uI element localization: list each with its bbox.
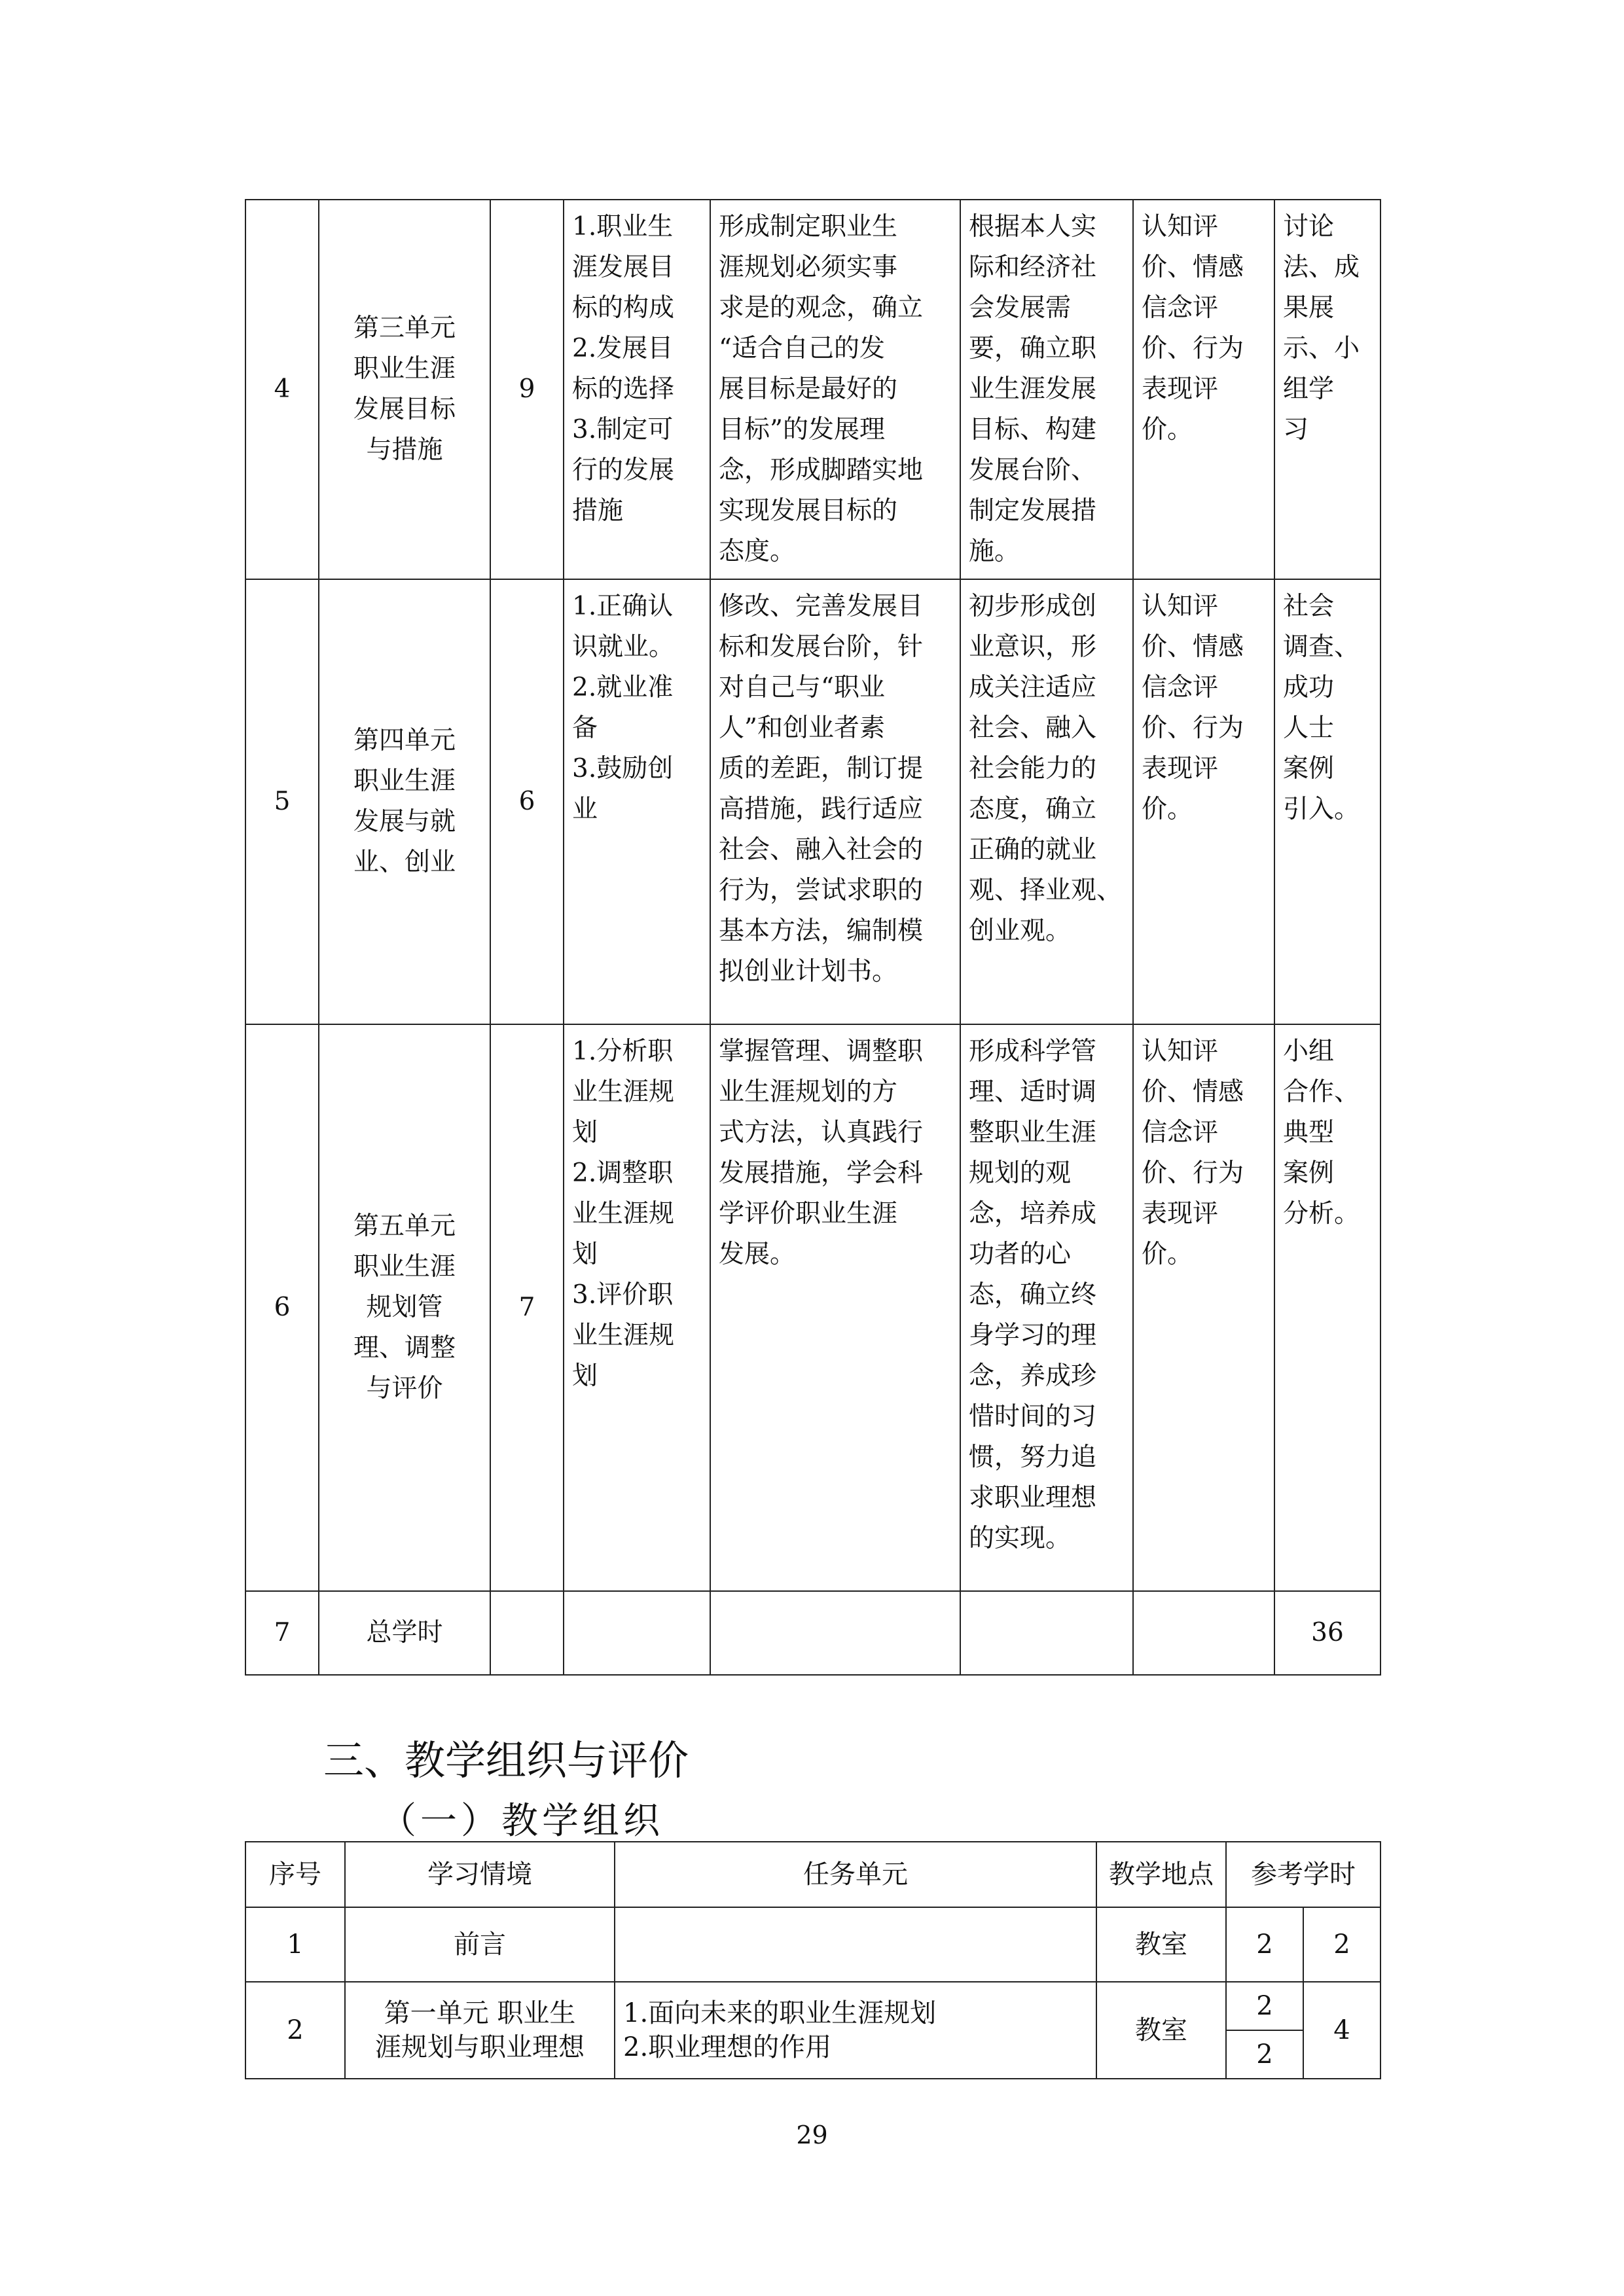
row-hours: 7	[490, 1024, 564, 1591]
row-place: 教室	[1096, 1907, 1226, 1982]
row-goal-attitude: 形成科学管 理、适时调 整职业生涯 规划的观 念，培养成 功者的心 态，确立终 身学习的理 念，养成珍 惜时间的习 惯，努力追 求职业理想 的实现。	[960, 1024, 1133, 1591]
row-no: 6	[245, 1024, 319, 1591]
table-row	[245, 1907, 1380, 1982]
row-goal-knowledge: 修改、完善发展目 标和发展台阶，针 对自己与“职业 人”和创业者素 质的差距，制订提 高措施，践行适应 社会、融入社会的 行为，尝试求职的 基本方法，编制模 拟创业计划书。	[710, 579, 960, 1024]
sub-heading: （一）教学组织	[380, 1800, 664, 1842]
section-heading: 三、教学组织与评价	[323, 1736, 689, 1784]
row-no: 1	[245, 1907, 345, 1982]
header-place: 教学地点	[1096, 1842, 1226, 1907]
empty-cell	[960, 1591, 1133, 1675]
empty-cell	[490, 1591, 564, 1675]
row-hours-a: 2	[1226, 1907, 1303, 1982]
row-hours-a: 2	[1226, 1982, 1303, 2030]
row-content: 1.职业生 涯发展目 标的构成 2.发展目 标的选择 3.制定可 行的发展 措施	[564, 200, 710, 579]
row-hours: 9	[490, 200, 564, 579]
empty-cell	[710, 1591, 960, 1675]
header-no: 序号	[245, 1842, 345, 1907]
header-scene: 学习情境	[345, 1842, 615, 1907]
row-method: 讨论 法、成 果展 示、小 组学 习	[1274, 200, 1380, 579]
row-no: 4	[245, 200, 319, 579]
table-row	[245, 1024, 1380, 1591]
header-task: 任务单元	[615, 1842, 1096, 1907]
row-evaluation: 认知评 价、情感 信念评 价、行为 表现评 价。	[1133, 200, 1274, 579]
row-hours-b: 4	[1303, 1982, 1380, 2079]
row-goal-attitude: 根据本人实 际和经济社 会发展需 要，确立职 业生涯发展 目标、构建 发展台阶、 制定发展措 施。	[960, 200, 1133, 579]
row-goal-knowledge: 形成制定职业生 涯规划必须实事 求是的观念，确立 “适合自己的发 展目标是最好的 目标”的发展理 念，形成脚踏实地 实现发展目标的 态度。	[710, 200, 960, 579]
row-scene: 第一单元 职业生 涯规划与职业理想	[345, 1982, 615, 2079]
course-content-table	[245, 199, 1381, 1676]
empty-cell	[1133, 1591, 1274, 1675]
table-row	[245, 200, 1380, 579]
header-hours: 参考学时	[1226, 1842, 1380, 1907]
page-number: 29	[796, 2121, 828, 2149]
row-unit: 第五单元 职业生涯 规划管 理、调整 与评价	[319, 1024, 490, 1591]
row-no: 2	[245, 1982, 345, 2079]
row-evaluation: 认知评 价、情感 信念评 价、行为 表现评 价。	[1133, 579, 1274, 1024]
table-header-row	[245, 1842, 1380, 1907]
total-row	[245, 1591, 1380, 1675]
teaching-organization-table	[245, 1841, 1381, 2079]
row-method: 小组 合作、 典型 案例 分析。	[1274, 1024, 1380, 1591]
row-hours: 6	[490, 579, 564, 1024]
row-hours-b: 2	[1303, 1907, 1380, 1982]
row-goal-attitude: 初步形成创 业意识，形 成关注适应 社会、融入 社会能力的 态度，确立 正确的就业 观、择业观、 创业观。	[960, 579, 1133, 1024]
row-no: 5	[245, 579, 319, 1024]
total-label: 总学时	[319, 1591, 490, 1675]
total-hours: 36	[1274, 1591, 1380, 1675]
table-row	[245, 579, 1380, 1024]
row-unit: 第三单元 职业生涯 发展目标 与措施	[319, 200, 490, 579]
row-task	[615, 1907, 1096, 1982]
table-row	[245, 1982, 1380, 2030]
row-hours-a2: 2	[1226, 2030, 1303, 2079]
row-method: 社会 调查、 成功 人士 案例 引入。	[1274, 579, 1380, 1024]
row-content: 1.正确认 识就业。 2.就业准 备 3.鼓励创 业	[564, 579, 710, 1024]
row-goal-knowledge: 掌握管理、调整职 业生涯规划的方 式方法，认真践行 发展措施，学会科 学评价职业生涯 发展。	[710, 1024, 960, 1591]
row-unit: 第四单元 职业生涯 发展与就 业、创业	[319, 579, 490, 1024]
row-task: 1.面向未来的职业生涯规划 2.职业理想的作用	[615, 1982, 1096, 2079]
row-evaluation: 认知评 价、情感 信念评 价、行为 表现评 价。	[1133, 1024, 1274, 1591]
row-place: 教室	[1096, 1982, 1226, 2079]
row-scene: 前言	[345, 1907, 615, 1982]
empty-cell	[564, 1591, 710, 1675]
total-no: 7	[245, 1591, 319, 1675]
row-content: 1.分析职 业生涯规 划 2.调整职 业生涯规 划 3.评价职 业生涯规 划	[564, 1024, 710, 1591]
